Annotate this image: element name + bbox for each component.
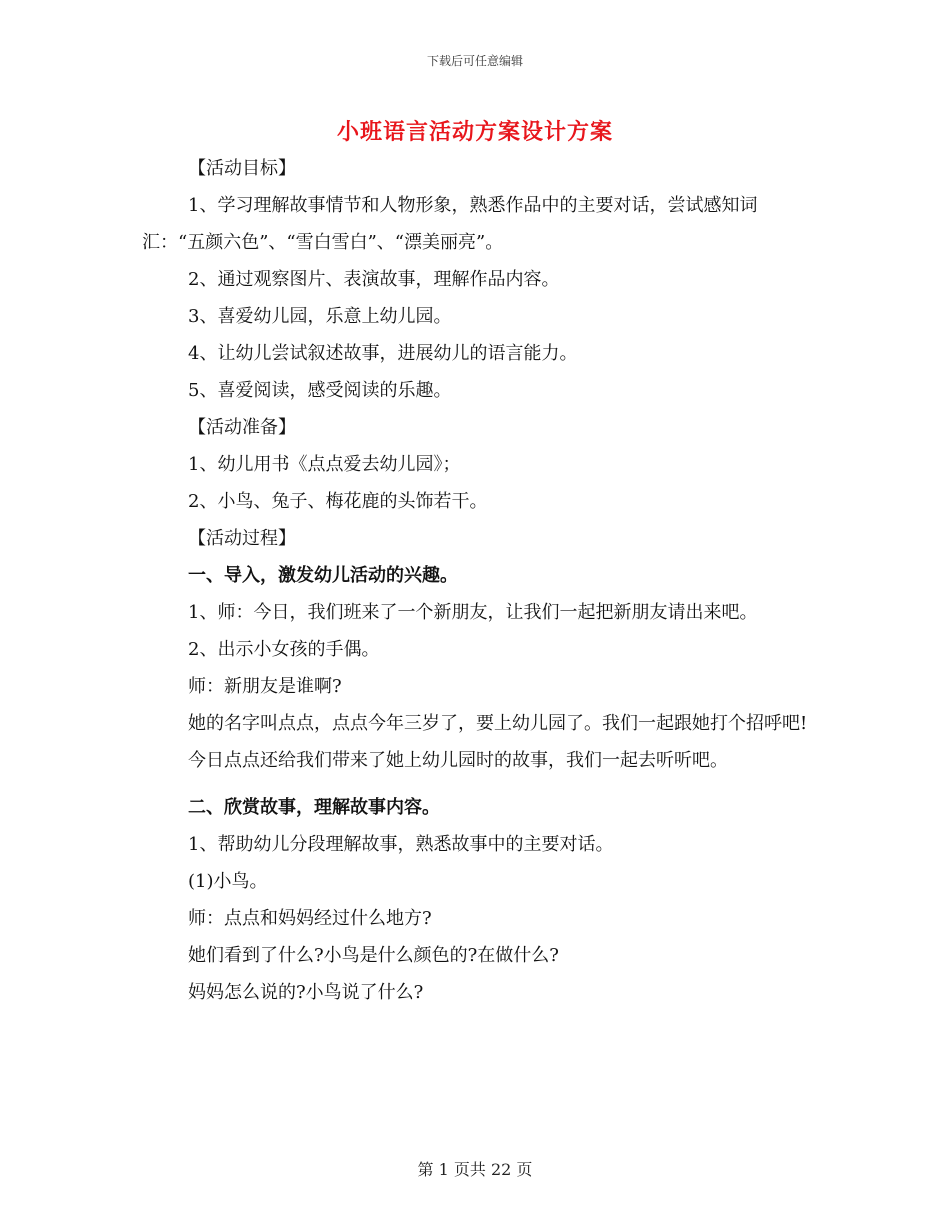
document-body — [142, 150, 810, 1011]
body-paragraph: 她们看到了什么?小鸟是什么颜色的?在做什么? — [188, 945, 559, 966]
body-paragraph: 1、幼儿用书《点点爱去幼儿园》； — [188, 454, 461, 475]
body-paragraph: 2、通过观察图片、表演故事，理解作品内容。 — [188, 269, 560, 290]
body-paragraph: 2、小鸟、兔子、梅花鹿的头饰若干。 — [188, 491, 488, 512]
body-paragraph: 1、学习理解故事情节和人物形象，熟悉作品中的主要对话，尝试感知词汇：“五颜六色”、“雪白雪白”、“漂美丽亮”。 — [142, 195, 758, 253]
body-paragraph: 【活动目标】 — [188, 158, 296, 179]
page-footer: 第 1 页共 22 页 — [417, 1160, 533, 1179]
section-heading: 二、欣赏故事，理解故事内容。 — [188, 797, 440, 818]
body-paragraph: 妈妈怎么说的?小鸟说了什么? — [188, 982, 424, 1003]
body-paragraph: 1、帮助幼儿分段理解故事，熟悉故事中的主要对话。 — [188, 834, 614, 855]
body-paragraph: 2、出示小女孩的手偶。 — [188, 639, 380, 660]
body-paragraph: 4、让幼儿尝试叙述故事，进展幼儿的语言能力。 — [188, 343, 578, 364]
body-paragraph: 她的名字叫点点，点点今年三岁了，要上幼儿园了。我们一起跟她打个招呼吧! — [188, 713, 808, 734]
body-paragraph: 师：点点和妈妈经过什么地方? — [188, 908, 432, 929]
body-paragraph: 【活动准备】 — [188, 417, 296, 438]
body-paragraph: 3、喜爱幼儿园，乐意上幼儿园。 — [188, 306, 452, 327]
body-paragraph: 今日点点还给我们带来了她上幼儿园时的故事，我们一起去听听吧。 — [188, 750, 728, 771]
body-paragraph: 5、喜爱阅读，感受阅读的乐趣。 — [188, 380, 452, 401]
body-paragraph: 【活动过程】 — [188, 528, 296, 549]
document-title: 小班语言活动方案设计方案 — [336, 119, 613, 145]
body-paragraph: 师：新朋友是谁啊? — [188, 676, 342, 697]
section-heading: 一、导入，激发幼儿活动的兴趣。 — [188, 565, 458, 586]
body-paragraph: 1、师：今日，我们班来了一个新朋友，让我们一起把新朋友请出来吧。 — [188, 602, 758, 623]
body-paragraph: (1)小鸟。 — [188, 871, 268, 892]
header-note: 下载后可任意编辑 — [426, 54, 523, 68]
